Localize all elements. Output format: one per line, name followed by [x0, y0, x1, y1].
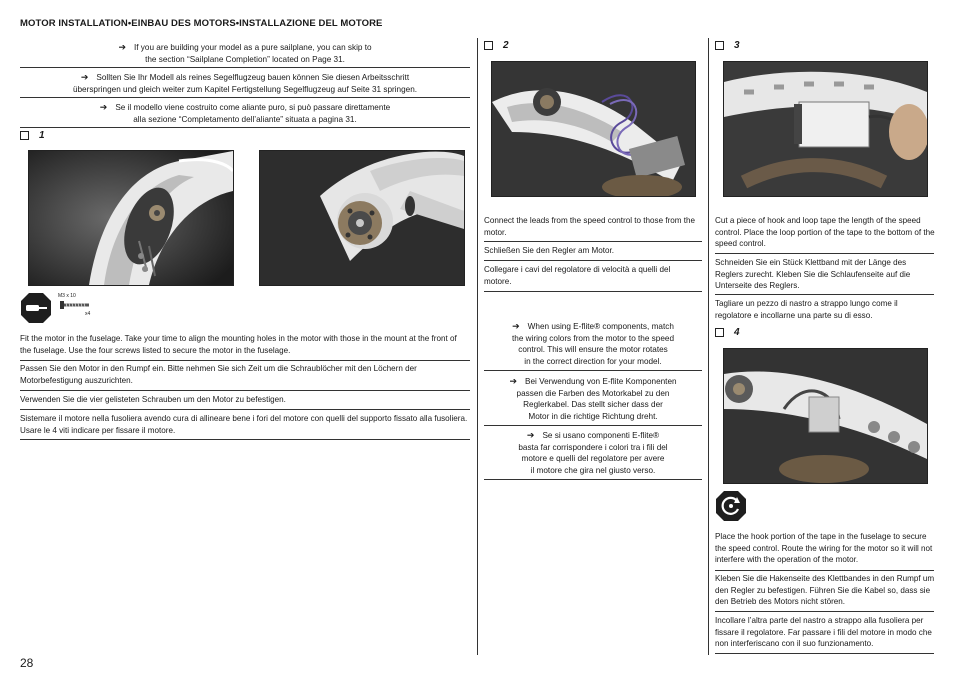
arrow-right-icon: ➔	[118, 42, 126, 52]
divider	[20, 127, 470, 128]
divider	[715, 294, 934, 295]
step-3-text-de: Schneiden Sie ein Stück Klettband mit der Länge des Reglers zurecht. Kleben Sie die Schlaufenseite auf die Unterseite des Reglers.	[715, 258, 911, 290]
arrow-right-icon: ➔	[512, 321, 520, 331]
divider	[20, 67, 470, 68]
step-1-text-en: Fit the motor in the fuselage. Take your time to align the mounting holes in the motor with those in the mount at the front of the fuselage. Use the four screws listed to secure the motor in the fuselage.	[20, 334, 457, 355]
intro-note-en: ➔ If you are building your model as a pure sailplane, you can skip to the section “Sailplane Completion” located on Page 31.	[118, 42, 372, 64]
divider	[484, 260, 702, 261]
divider	[484, 425, 702, 426]
arrow-right-icon: ➔	[99, 102, 108, 112]
page-number: 28	[20, 656, 34, 670]
step-2-note-en: ➔ When using E-flite® components, match the wiring colors from the motor to the speed control. This will ensure the motor rotates in the correct direction for your model.	[511, 321, 674, 366]
step-3-text-it: Tagliare un pezzo di nastro a strappo lungo come il regolatore e incollarne una parte su di esso.	[715, 299, 898, 320]
divider	[715, 611, 934, 612]
hook-loop-tape-photo	[723, 61, 928, 197]
screw-size-label: M3 x 10	[58, 293, 76, 299]
divider	[715, 653, 934, 654]
step-2-text-en: Connect the leads from the speed control to those from the motor.	[484, 216, 696, 237]
step-4-text-de: Kleben Sie die Hakenseite des Klettbandes in den Rumpf um den Regler zu befestigen. Führen Sie die Kabel so, dass sie den Betrieb des Motors nicht stören.	[715, 574, 935, 606]
speed-control-installed-photo	[723, 348, 928, 484]
step-4-heading: 4	[715, 327, 740, 338]
divider	[20, 390, 470, 391]
screw-qty-label: x4	[85, 311, 91, 317]
step-2-heading: 2	[484, 40, 509, 51]
screwdriver-icon	[20, 292, 52, 324]
step-4-text-en: Place the hook portion of the tape in the fuselage to secure the speed control. Route the wiring for the motor so it will not interfere with the operation of the motor.	[715, 532, 933, 564]
step-4-text-it: Incollare l’altra parte del nastro a strappo alla fusoliera per fissare il regolatore. Far passare i fili del motore in modo che non interferiscano con il suo funzionamento.	[715, 616, 932, 648]
divider	[20, 409, 470, 410]
divider	[20, 360, 470, 361]
arrow-right-icon: ➔	[526, 430, 535, 440]
checkbox-icon	[484, 41, 493, 50]
step-3-heading: 3	[715, 40, 740, 51]
step-1-text-it: Sistemare il motore nella fusoliera avendo cura di allineare bene i fori del motore con quelli del supporto fissato alla fusoliera. Usare le 4 viti indicare per fissare il motore.	[20, 414, 468, 435]
divider	[20, 97, 470, 98]
wiring-connection-photo	[491, 61, 696, 197]
arrow-right-icon: ➔	[80, 72, 89, 82]
page-title: MOTOR INSTALLATION•EINBAU DES MOTORS•INSTALLAZIONE DEL MOTORE	[20, 18, 383, 29]
step-2-text-de: Schließen Sie den Regler am Motor.	[484, 246, 615, 255]
divider	[20, 439, 470, 440]
divider	[484, 241, 702, 242]
column-divider	[708, 38, 709, 655]
motor-fuselage-photo	[28, 150, 234, 286]
checkbox-icon	[715, 328, 724, 337]
screw-icon	[60, 301, 90, 309]
step-2-text-it: Collegare i cavi del regolatore di velocità a quelli del motore.	[484, 265, 671, 286]
rotation-icon	[715, 490, 747, 522]
intro-note-de: ➔ Sollten Sie Ihr Modell als reines Segelflugzeug bauen können Sie diesen Arbeitsschritt überspringen und gleich weiter zum Kapitel Fertigstellung Segelflugzeug auf Seite 31 springen.	[72, 72, 418, 94]
divider	[484, 479, 702, 480]
divider	[715, 253, 934, 254]
divider	[715, 570, 934, 571]
step-1-heading: 1	[20, 130, 45, 141]
step-1-text-de: Passen Sie den Motor in den Rumpf ein. Bitte nehmen Sie sich Zeit um die Schraublöcher mit den Löchern der Motorbefestigung auszurichten.	[20, 364, 417, 385]
step-1-text-de-2: Verwenden Sie die vier gelisteten Schrauben um den Motor zu befestigen.	[20, 395, 286, 404]
divider	[484, 370, 702, 371]
intro-note-it: ➔ Se il modello viene costruito come aliante puro, si può passare direttamente alla sezione “Completamento dell’aliante” situata a pagina 31.	[99, 102, 391, 124]
arrow-right-icon: ➔	[509, 376, 517, 386]
step-3-text-en: Cut a piece of hook and loop tape the length of the speed control. Place the loop portion of the tape to the bottom of the speed control.	[715, 216, 935, 248]
divider	[484, 291, 702, 292]
checkbox-icon	[715, 41, 724, 50]
motor-mounted-photo	[259, 150, 465, 286]
step-2-note-it: ➔ Se si usano componenti E-flite® basta far corrispondere i colori tra i fili del motore e quelli del regolatore per avere il motore che gira nel giusto verso.	[518, 430, 668, 475]
column-divider	[477, 38, 478, 655]
step-2-note-de: ➔ Bei Verwendung von E-flite Komponenten passen die Farben des Motorkabel zu den Reglerkabel. Das stellt sicher dass der Motor in die richtige Richtung dreht.	[509, 376, 677, 421]
checkbox-icon	[20, 131, 29, 140]
